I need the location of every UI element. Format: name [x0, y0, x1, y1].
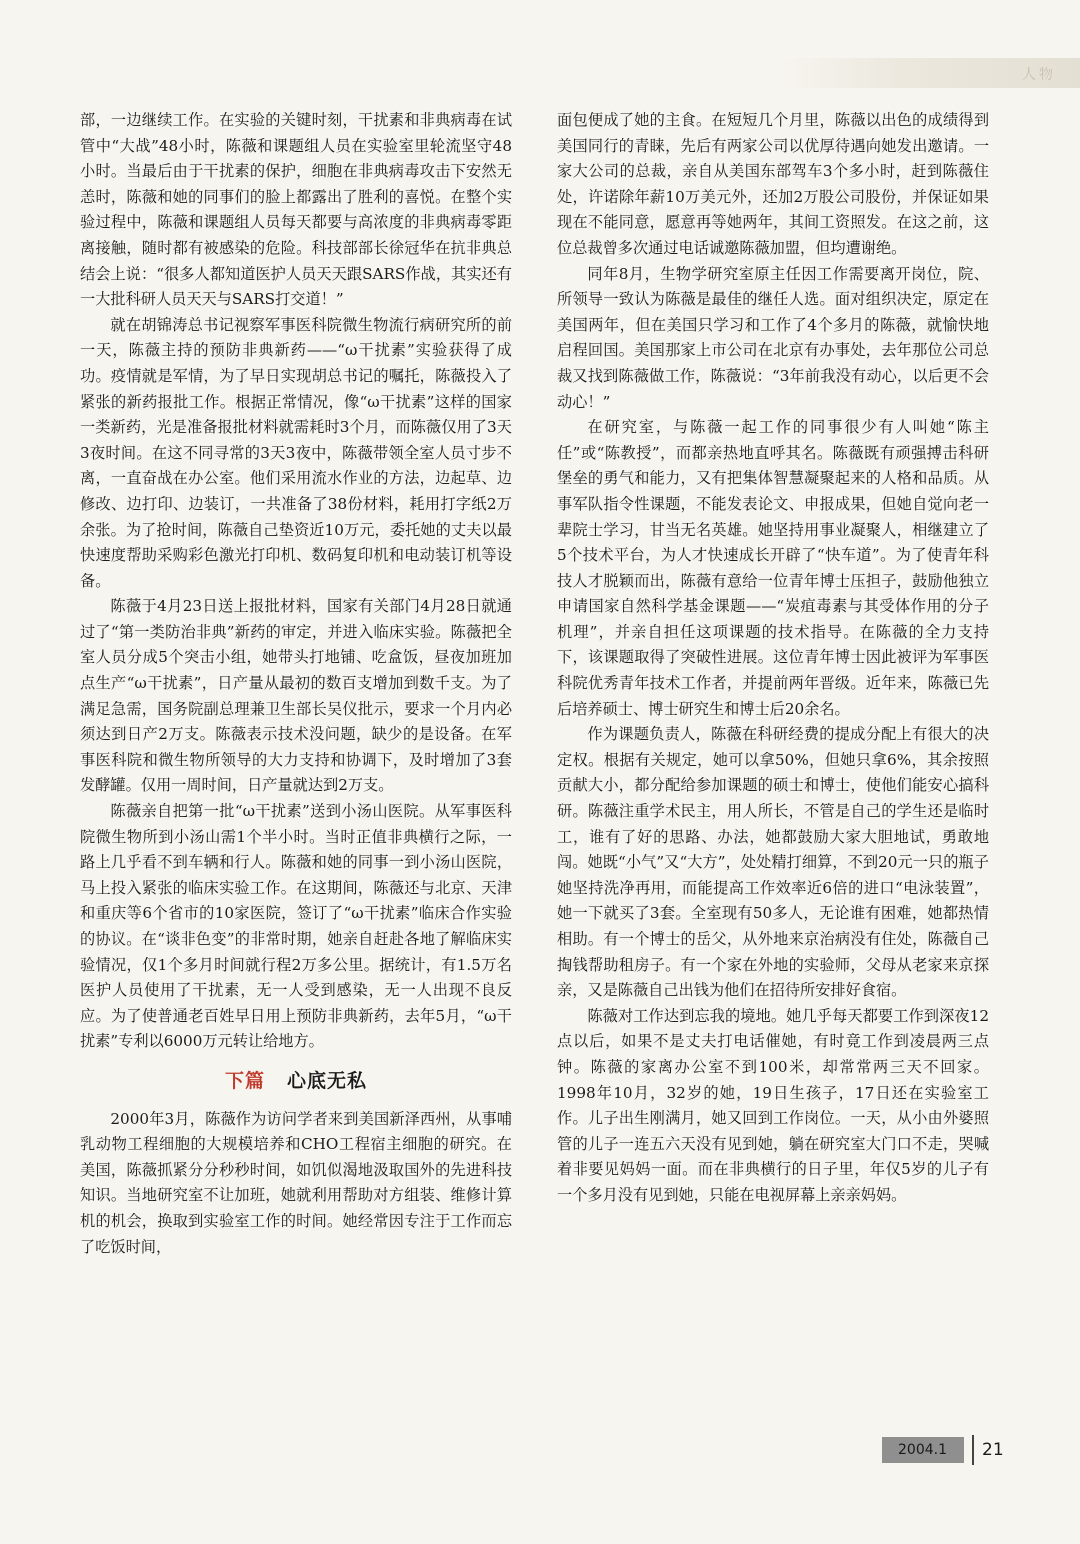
section-heading-label: 下篇: [224, 1069, 265, 1092]
running-header-mark: [780, 58, 1080, 88]
page-footer: [882, 1437, 1004, 1463]
left-paragraph-3: 陈薇于4月23日送上报批材料，国家有关部门4月28日就通过了“第一类防治非典”新药的审定，并进入临床实验。陈薇把全室人员分成5个突击小组，她带头打地铺、吃盒饭，昼夜加班加点生产“ω干扰素”，日产量从最初的数百支增加到数千支。为了满足急需，国务院副总理兼卫生部长吴仪批示，要求一个月内必须达到日产2万支。陈薇表示技术没问题，缺少的是设备。在军事医科院和微生物所领导的大力支持和协调下，及时增加了3套发酵罐。仅用一周时间，日产量就达到2万支。: [80, 597, 512, 795]
right-paragraph-1: 面包便成了她的主食。在短短几个月里，陈薇以出色的成绩得到美国同行的青睐，先后有两家公司以优厚待遇向她发出邀请。一家大公司的总裁，亲自从美国东部驾车3个多小时，赶到陈薇住处，许诺除年薪10万美元外，还加2万股公司股份，并保证如果现在不能同意，愿意再等她两年，其间工资照发。在这之前，这位总裁曾多次通过电话诚邀陈薇加盟，但均遭谢绝。: [557, 111, 989, 257]
right-paragraph-3: 在研究室，与陈薇一起工作的同事很少有人叫她“陈主任”或“陈教授”，而都亲热地直呼其名。陈薇既有顽强搏击科研堡垒的勇气和能力，又有把集体智慧凝聚起来的人格和品质。从事军队指令性课题，不能发表论文、申报成果，但她自觉向老一辈院士学习，甘当无名英雄。她坚持用事业凝聚人，相继建立了5个技术平台，为人才快速成长开辟了“快车道”。为了使青年科技人才脱颖而出，陈薇有意给一位青年博士压担子，鼓励他独立申请国家自然科学基金课题——“炭疽毒素与其受体作用的分子机理”，并亲自担任这项课题的技术指导。在陈薇的全力支持下，该课题取得了突破性进展。这位青年博士因此被评为军事医科院优秀青年技术工作者，并提前两年晋级。近年来，陈薇已先后培养硕士、博士研究生和博士后20余名。: [557, 418, 989, 718]
left-paragraph-4: 陈薇亲自把第一批“ω干扰素”送到小汤山医院。从军事医科院微生物所到小汤山需1个半小时。当时正值非典横行之际，一路上几乎看不到车辆和行人。陈薇和她的同事一到小汤山医院，马上投入紧张的临床实验工作。在这期间，陈薇还与北京、天津和重庆等6个省市的10家医院，签订了“ω干扰素”临床合作实验的协议。在“谈非色变”的非常时期，她亲自赶赴各地了解临床实验情况，仅1个多月时间就行程2万多公里。据统计，有1.5万名医护人员使用了干扰素，无一人受到感染，无一人出现不良反应。为了使普通老百姓早日用上预防非典新药，去年5月，“ω干扰素”专利以6000万元转让给地方。: [80, 802, 512, 1051]
footer-divider: [972, 1435, 974, 1465]
right-paragraph-2: 同年8月，生物学研究室原主任因工作需要离开岗位，院、所领导一致认为陈薇是最佳的继任人选。面对组织决定，原定在美国两年，但在美国只学习和工作了4个多月的陈薇，就愉快地启程回国。美国那家上市公司在北京有办事处，去年那位公司总裁又找到陈薇做工作，陈薇说：“3年前我没有动心，以后更不会动心！”: [557, 264, 989, 411]
issue-number: 2004.1: [882, 1437, 964, 1463]
running-header-text: 人物: [1022, 67, 1056, 83]
section-heading-name: 心底无私: [287, 1069, 368, 1092]
section-heading: [80, 1069, 512, 1095]
page-number: 21: [982, 1440, 1004, 1460]
left-paragraph-1: 部，一边继续工作。在实验的关键时刻，干扰素和非典病毒在试管中“大战”48小时，陈薇和课题组人员在实验室里轮流坚守48小时。当最后由于干扰素的保护，细胞在非典病毒攻击下安然无恙时，陈薇和她的同事们的脸上都露出了胜利的喜悦。在整个实验过程中，陈薇和课题组人员每天都要与高浓度的非典病毒零距离接触，随时都有被感染的危险。科技部部长徐冠华在抗非典总结会上说：“很多人都知道医护人员天天跟SARS作战，其实还有一大批科研人员天天与SARS打交道！”: [80, 111, 512, 309]
right-paragraph-4: 作为课题负责人，陈薇在科研经费的提成分配上有很大的决定权。根据有关规定，她可以拿50%，但她只拿6%，其余按照贡献大小，都分配给参加课题的硕士和博士，使他们能安心搞科研。陈薇注重学术民主，用人所长，不管是自己的学生还是临时工，谁有了好的思路、办法，她都鼓励大家大胆地试，勇敢地闯。她既“小气”又“大方”，处处精打细算，不到20元一只的瓶子她坚持洗净再用，而能提高工作效率近6倍的进口“电泳装置”，她一下就买了3套。全室现有50多人，无论谁有困难，她都热情相助。有一个博士的岳父，从外地来京治病没有住处，陈薇自己掏钱帮助租房子。有一个家在外地的实验师，父母从老家来京探亲，又是陈薇自己出钱为他们在招待所安排好食宿。: [557, 725, 989, 1000]
left-paragraph-5: 2000年3月，陈薇作为访问学者来到美国新泽西州，从事哺乳动物工程细胞的大规模培养和CHO工程宿主细胞的研究。在美国，陈薇抓紧分分秒秒时间，如饥似渴地汲取国外的先进科技知识。当地研究室不让加班，她就利用帮助对方组装、维修计算机的机会，换取到实验室工作的时间。她经常因专注于工作而忘了吃饭时间，: [80, 1109, 512, 1256]
left-column: [80, 108, 512, 1260]
right-paragraph-5: 陈薇对工作达到忘我的境地。她几乎每天都要工作到深夜12点以后，如果不是丈夫打电话催她，有时竟工作到凌晨两三点钟。陈薇的家离办公室不到100米，却常常两三天不回家。1998年10月，32岁的她，19日生孩子，17日还在实验室工作。儿子出生刚满月，她又回到工作岗位。一天，从小由外婆照管的儿子一连五六天没有见到她，躺在研究室大门口不走，哭喊着非要见妈妈一面。而在非典横行的日子里，年仅5岁的儿子有一个多月没有见到她，只能在电视屏幕上亲亲妈妈。: [557, 1006, 989, 1204]
left-paragraph-2: 就在胡锦涛总书记视察军事医科院微生物流行病研究所的前一天，陈薇主持的预防非典新药——“ω干扰素”实验获得了成功。疫情就是军情，为了早日实现胡总书记的嘱托，陈薇投入了紧张的新药报批工作。根据正常情况，像“ω干扰素”这样的国家一类新药，光是准备报批材料就需耗时3个月，而陈薇仅用了3天3夜时间。在这不同寻常的3天3夜中，陈薇带领全室人员寸步不离，一直奋战在办公室。他们采用流水作业的方法，边起草、边修改、边打印、边装订，一共准备了38份材料，耗用打字纸2万余张。为了抢时间，陈薇自己垫资近10万元，委托她的丈夫以最快速度帮助采购彩色激光打印机、数码复印机和电动装订机等设备。: [80, 315, 512, 590]
right-column: [557, 108, 989, 1209]
